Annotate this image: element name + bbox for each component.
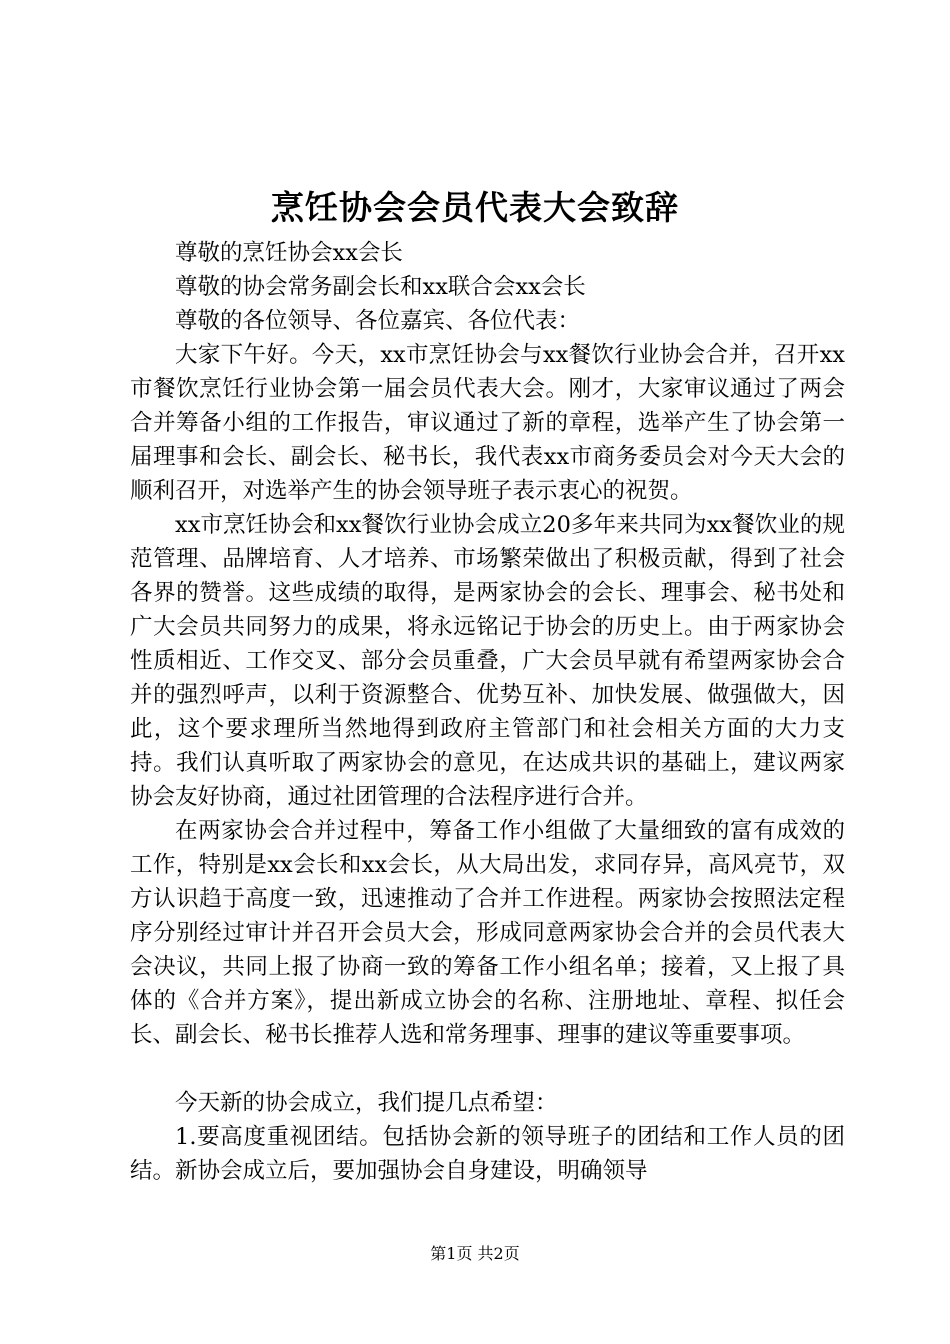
salutation-3: 尊敬的各位领导、各位嘉宾、各位代表： — [175, 308, 581, 334]
body-paragraph-2: xx市烹饪协会和xx餐饮行业协会成立20多年来共同为xx餐饮业的规范管理、品牌培育、人才培养、市场繁荣做出了积极贡献，得到了社会各界的赞誉。这些成绩的取得，是两家协会的会长、理事会、秘书处和广大会员共同努力的成果，将永远铭记于协会的历史上。由于两家协会性质相近、工作交叉、部分会员重叠，广大会员早就有希望两家协会合并的强烈呼声，以利于资源整合、优势互补、加快发展、做强做大，因此，这个要求理所当然地得到政府主管部门和社会相关方面的大力支持。我们认真听取了两家协会的意见，在达成共识的基础上，建议两家协会友好协商，通过社团管理的合法程序进行合并。 — [130, 512, 845, 810]
body-paragraph-4: 今天新的协会成立，我们提几点希望： — [175, 1090, 558, 1116]
body-paragraph-5: 1.要高度重视团结。包括协会新的领导班子的团结和工作人员的团结。新协会成立后，要加强协会自身建设，明确领导 — [130, 1124, 845, 1184]
salutation-2: 尊敬的协会常务副会长和xx联合会xx会长 — [175, 274, 586, 300]
salutation-1: 尊敬的烹饪协会xx会长 — [175, 240, 403, 266]
document-title: 烹饪协会会员代表大会致辞 — [271, 188, 679, 227]
body-paragraph-1: 大家下午好。今天，xx市烹饪协会与xx餐饮行业协会合并，召开xx市餐饮烹饪行业协会第一届会员代表大会。刚才，大家审议通过了两会合并筹备小组的工作报告，审议通过了新的章程，选举产生了协会第一届理事和会长、副会长、秘书长，我代表xx市商务委员会对今天大会的顺利召开，对选举产生的协会领导班子表示衷心的祝贺。 — [130, 342, 845, 504]
document-body — [130, 236, 845, 1188]
body-paragraph-3: 在两家协会合并过程中，筹备工作小组做了大量细致的富有成效的工作，特别是xx会长和xx会长，从大局出发，求同存异，高风亮节，双方认识趋于高度一致，迅速推动了合并工作进程。两家协会按照法定程序分别经过审计并召开会员大会，形成同意两家协会合并的会员代表大会决议，共同上报了协商一致的筹备工作小组名单；接着，又上报了具体的《合并方案》，提出新成立协会的名称、注册地址、章程、拟任会长、副会长、秘书长推荐人选和常务理事、理事的建议等重要事项。 — [130, 818, 845, 1048]
page-footer: 第1页 共2页 — [430, 1244, 520, 1263]
